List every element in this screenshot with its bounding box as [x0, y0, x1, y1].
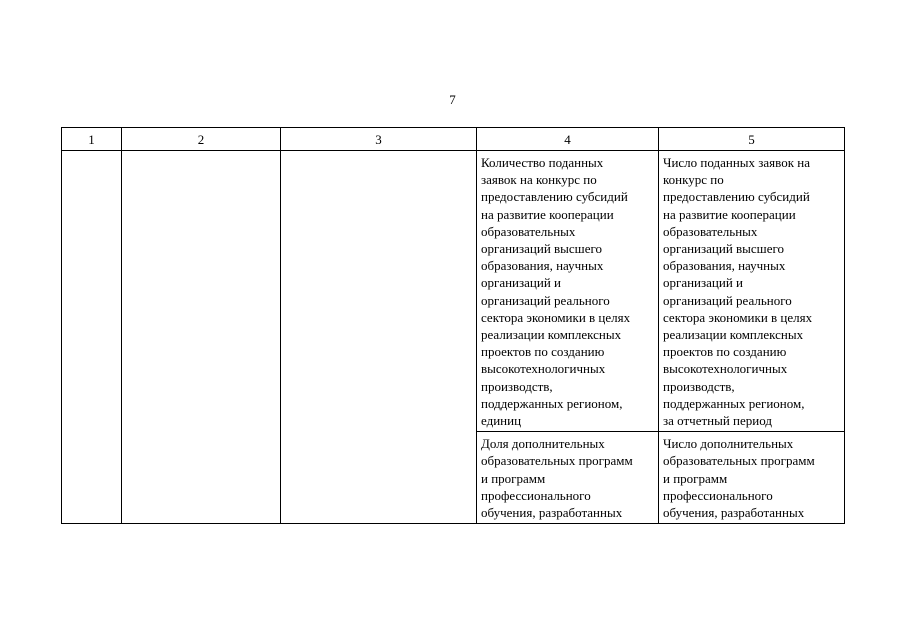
column-header-2: 2	[122, 128, 281, 151]
table-row	[62, 151, 845, 432]
table-header-row	[62, 128, 845, 151]
page-number: 7	[449, 92, 456, 107]
table-cell-col5	[659, 151, 845, 432]
table-cell-col3	[281, 151, 477, 524]
table-cell-col1	[62, 151, 122, 524]
document-table	[61, 127, 845, 524]
indicator-calculation-text: Число поданных заявок на конкурс по предоставлению субсидий на развитие кооперации образовательных организаций высшего образования, научных организаций и организаций реального сектора экономики в целях реализации комплексных проектов по созданию высокотехнологичных производств, поддержанных регионом, за отчетный период	[663, 155, 813, 429]
indicator-name-text: Доля дополнительных образовательных программ и программ профессионального обучения, разработанных	[481, 436, 633, 521]
table-cell-col2	[122, 151, 281, 524]
indicator-calculation-text: Число дополнительных образовательных программ и программ профессионального обучения, разработанных	[663, 436, 815, 521]
column-header-4: 4	[477, 128, 659, 151]
column-header-1: 1	[62, 128, 122, 151]
column-header-3: 3	[281, 128, 477, 151]
indicator-name-text: Количество поданных заявок на конкурс по предоставлению субсидий на развитие кооперации образовательных организаций высшего образования, научных организаций и организаций реального сектора экономики в целях реализации комплексных проектов по созданию высокотехнологичных производств, поддержанных регионом, единиц	[481, 155, 631, 429]
table-cell-col4	[477, 432, 659, 524]
column-header-5: 5	[659, 128, 845, 151]
table-cell-col4	[477, 151, 659, 432]
table-cell-col5	[659, 432, 845, 524]
